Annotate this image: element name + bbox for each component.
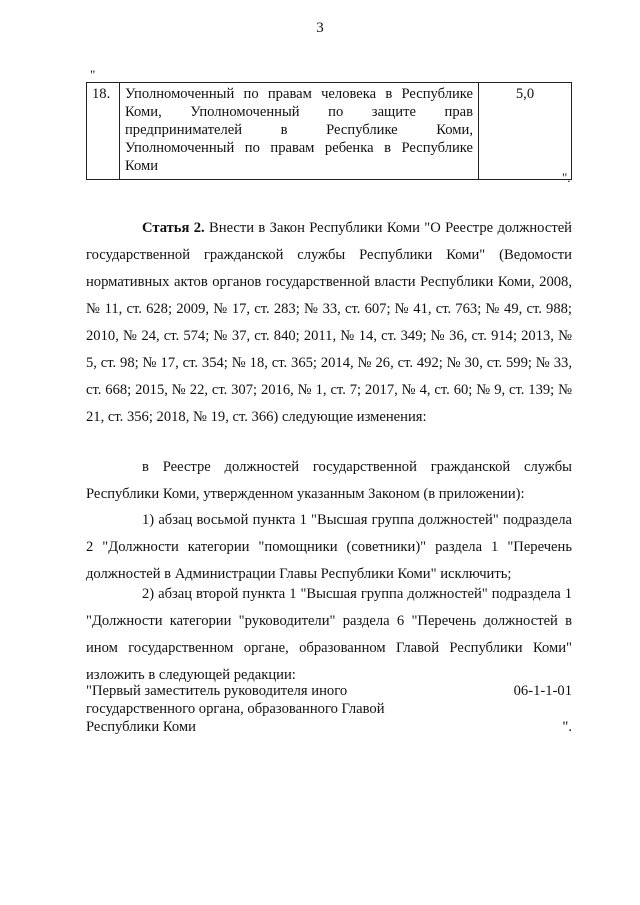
table-row	[87, 83, 572, 180]
article-paragraph	[86, 215, 572, 431]
positions-table	[86, 82, 572, 180]
new-position-text: "Первый заместитель руководителя иного государственного органа, образованного Главой Республики Коми	[86, 683, 385, 735]
new-wording-close-quote: ".	[562, 719, 572, 735]
article-label: Статья 2.	[142, 220, 205, 236]
position-value: 5,0	[479, 83, 572, 180]
table-open-quote: "	[90, 67, 96, 82]
new-wording-block	[86, 682, 572, 736]
page-number: 3	[316, 20, 324, 36]
amendment-item-1: 1) абзац восьмой пункта 1 "Высшая группа должностей" подраздела 2 "Должности категории "помощники (советники)" раздела 1 "Перечень должностей в Администрации Главы Республики Коми" исключить;	[86, 512, 572, 582]
table-close-quote: ".	[562, 170, 571, 185]
row-number: 18.	[87, 83, 120, 180]
amendment-item-2: 2) абзац второй пункта 1 "Высшая группа должностей" подраздела 1 "Должности категории "руководители" раздела 6 "Перечень должностей в ином государственном органе, образованном Главой Республики Коми" изложить в следующей редакции:	[86, 586, 572, 683]
position-name: Уполномоченный по правам человека в Республике Коми, Уполномоченный по защите прав предпринимателей в Республике Коми, Уполномоченный по правам ребенка в Республике Коми	[120, 83, 479, 180]
article-text: Внести в Закон Республики Коми "О Реестре должностей государственной гражданской службы Республики Коми" (Ведомости нормативных актов органов государственной власти Республики Коми, 2008, № 11, ст. 628; 2009, № 17, ст. 283; № 33, ст. 607; № 41, ст. 763; № 49, ст. 988; 2010, № 24, ст. 574; № 37, ст. 840; 2011, № 14, ст. 349; № 36, ст. 914; 2013, № 5, ст. 98; № 17, ст. 354; № 18, ст. 365; 2014, № 26, ст. 492; № 30, ст. 599; № 33, ст. 668; 2015, № 22, ст. 307; 2016, № 1, ст. 7; 2017, № 4, ст. 60; № 9, ст. 139; № 21, ст. 356; 2018, № 19, ст. 366) следующие изменения:	[86, 220, 572, 425]
position-code: 06-1-1-01	[513, 683, 572, 699]
registry-paragraph: в Реестре должностей государственной гражданской службы Республики Коми, утвержденном указанным Законом (в приложении):	[86, 459, 572, 502]
